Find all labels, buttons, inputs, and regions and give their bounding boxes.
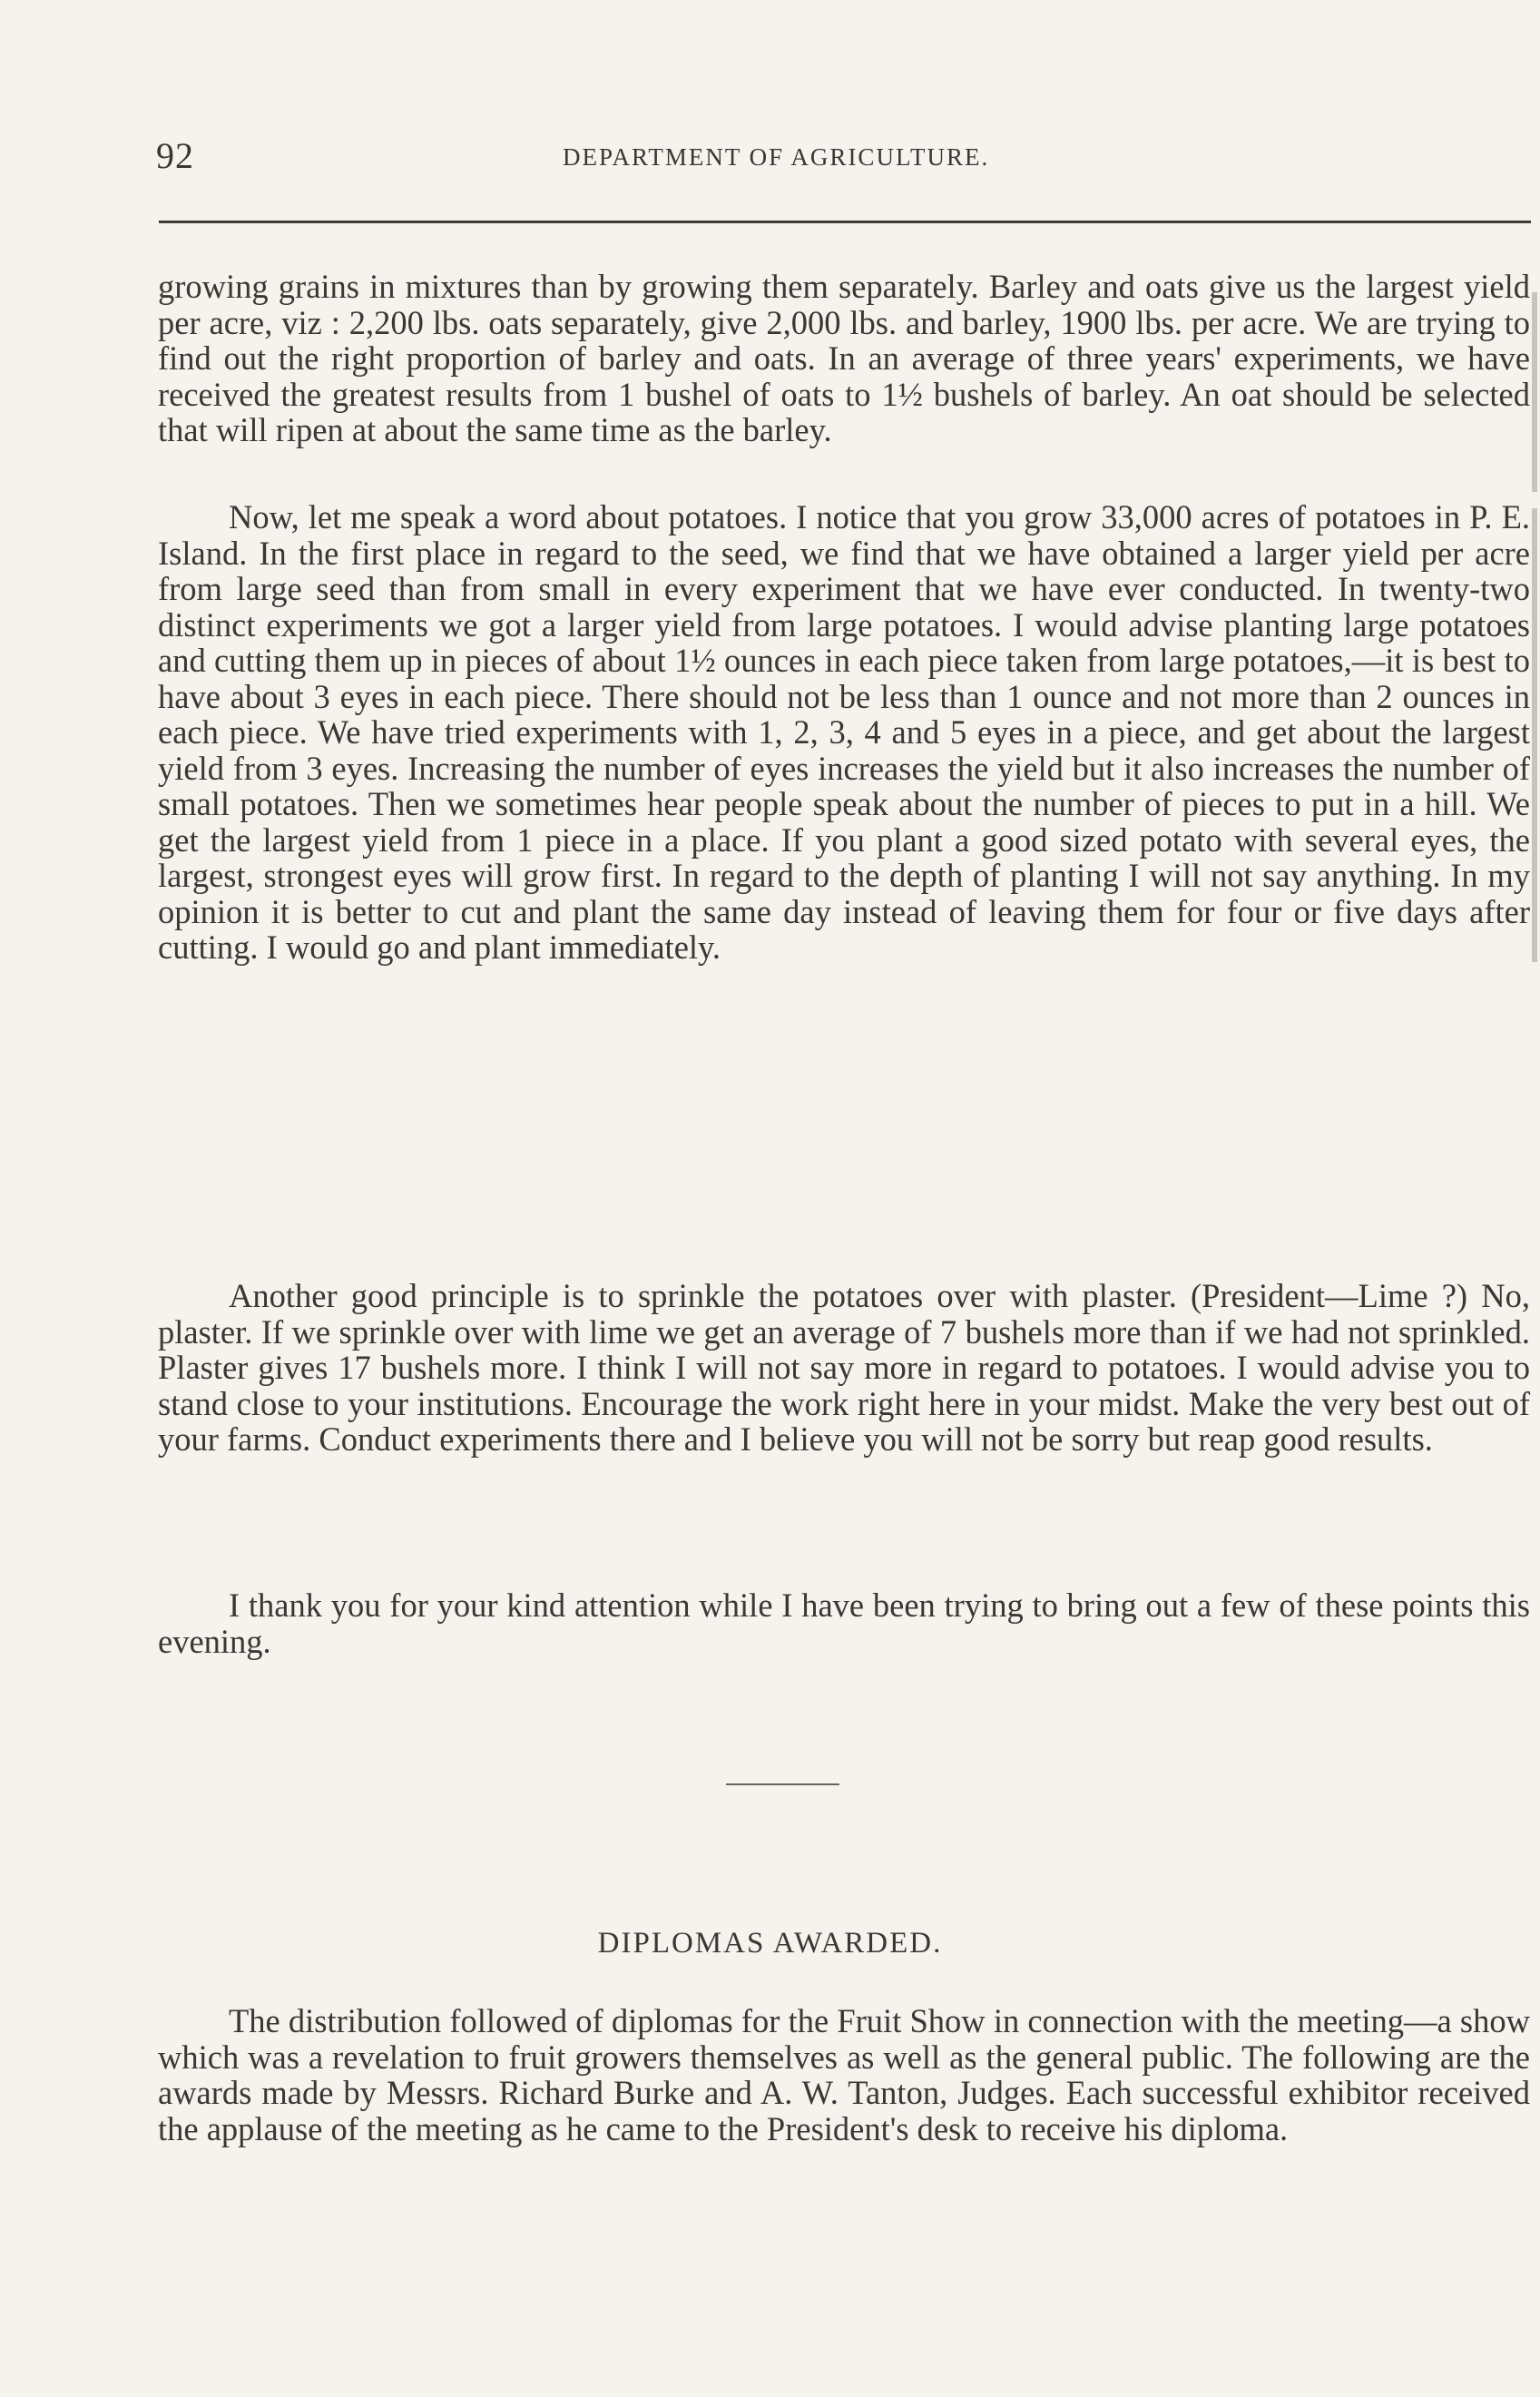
section-title: DIPLOMAS AWARDED. <box>597 1927 943 1960</box>
paragraph-diplomas <box>158 2003 1530 2146</box>
page-edge-shadow <box>1532 508 1537 962</box>
page-number: 92 <box>156 135 194 176</box>
paragraph-thanks <box>158 1587 1530 1659</box>
header-rule <box>159 221 1531 223</box>
paragraph-potatoes <box>158 499 1530 966</box>
page-edge-shadow <box>1532 292 1537 492</box>
paragraph-text: I thank you for your kind attention while I have been trying to bring out a few of these points this evening. <box>158 1587 1530 1660</box>
paragraph-text: growing grains in mixtures than by growing them separately. Barley and oats give us the largest yield per acre, viz : 2,200 lbs. oats separately, give 2,000 lbs. and barley, 1900 lbs. per acre. We are trying to find out the right proportion of barley and oats. In an average of three years' experiments, we have received the greatest results from 1 bushel of oats to 1½ bushels of barley. An oat should be selected that will ripen at about the same time as the barley. <box>158 268 1530 448</box>
paragraph-text: Another good principle is to sprinkle the potatoes over with plaster. (President—Lime ?) No, plaster. If we sprinkle over with lime we get an average of 7 bushels more than if we had not sprinkled. Plaster gives 17 bushels more. I think I will not say more in regard to potatoes. I would advise you to stand close to your institutions. Encourage the work right here in your midst. Make the very best out of your farms. Conduct experiments there and I believe you will not be sorry but reap good results. <box>158 1277 1530 1458</box>
running-head: DEPARTMENT OF AGRICULTURE. <box>563 143 990 171</box>
paragraph-text: Now, let me speak a word about potatoes. I notice that you grow 33,000 acres of potatoes in P. E. Island. In the first place in regard to the seed, we find that we have obtained a larger yield per acre from large seed than from small in every experiment that we have ever conducted. In twenty-two distinct experiments we got a larger yield from large potatoes. I would advise planting large potatoes and cutting them up in pieces of about 1½ ounces in each piece taken from large potatoes,—it is best to have about 3 eyes in each piece. There should not be less than 1 ounce and not more than 2 ounces in each piece. We have tried experiments with 1, 2, 3, 4 and 5 eyes in a piece, and get about the largest yield from 3 eyes. Increasing the number of eyes increases the yield but it also increases the number of small potatoes. Then we sometimes hear people speak about the number of pieces to put in a hill. We get the largest yield from 1 piece in a place. If you plant a good sized potato with several eyes, the largest, strongest eyes will grow first. In regard to the depth of planting I will not say anything. In my opinion it is better to cut and plant the same day instead of leaving them for four or five days after cutting. I would go and plant immediately. <box>158 498 1530 966</box>
section-divider <box>726 1783 839 1785</box>
paragraph-plaster <box>158 1278 1530 1458</box>
paragraph-text: The distribution followed of diplomas for the Fruit Show in connection with the meeting—a show which was a revelation to fruit growers themselves as well as the general public. The following are the awards made by Messrs. Richard Burke and A. W. Tanton, Judges. Each successful exhibitor received the applause of the meeting as he came to the President's desk to receive his diploma. <box>158 2002 1530 2147</box>
paragraph-grains <box>158 269 1530 448</box>
